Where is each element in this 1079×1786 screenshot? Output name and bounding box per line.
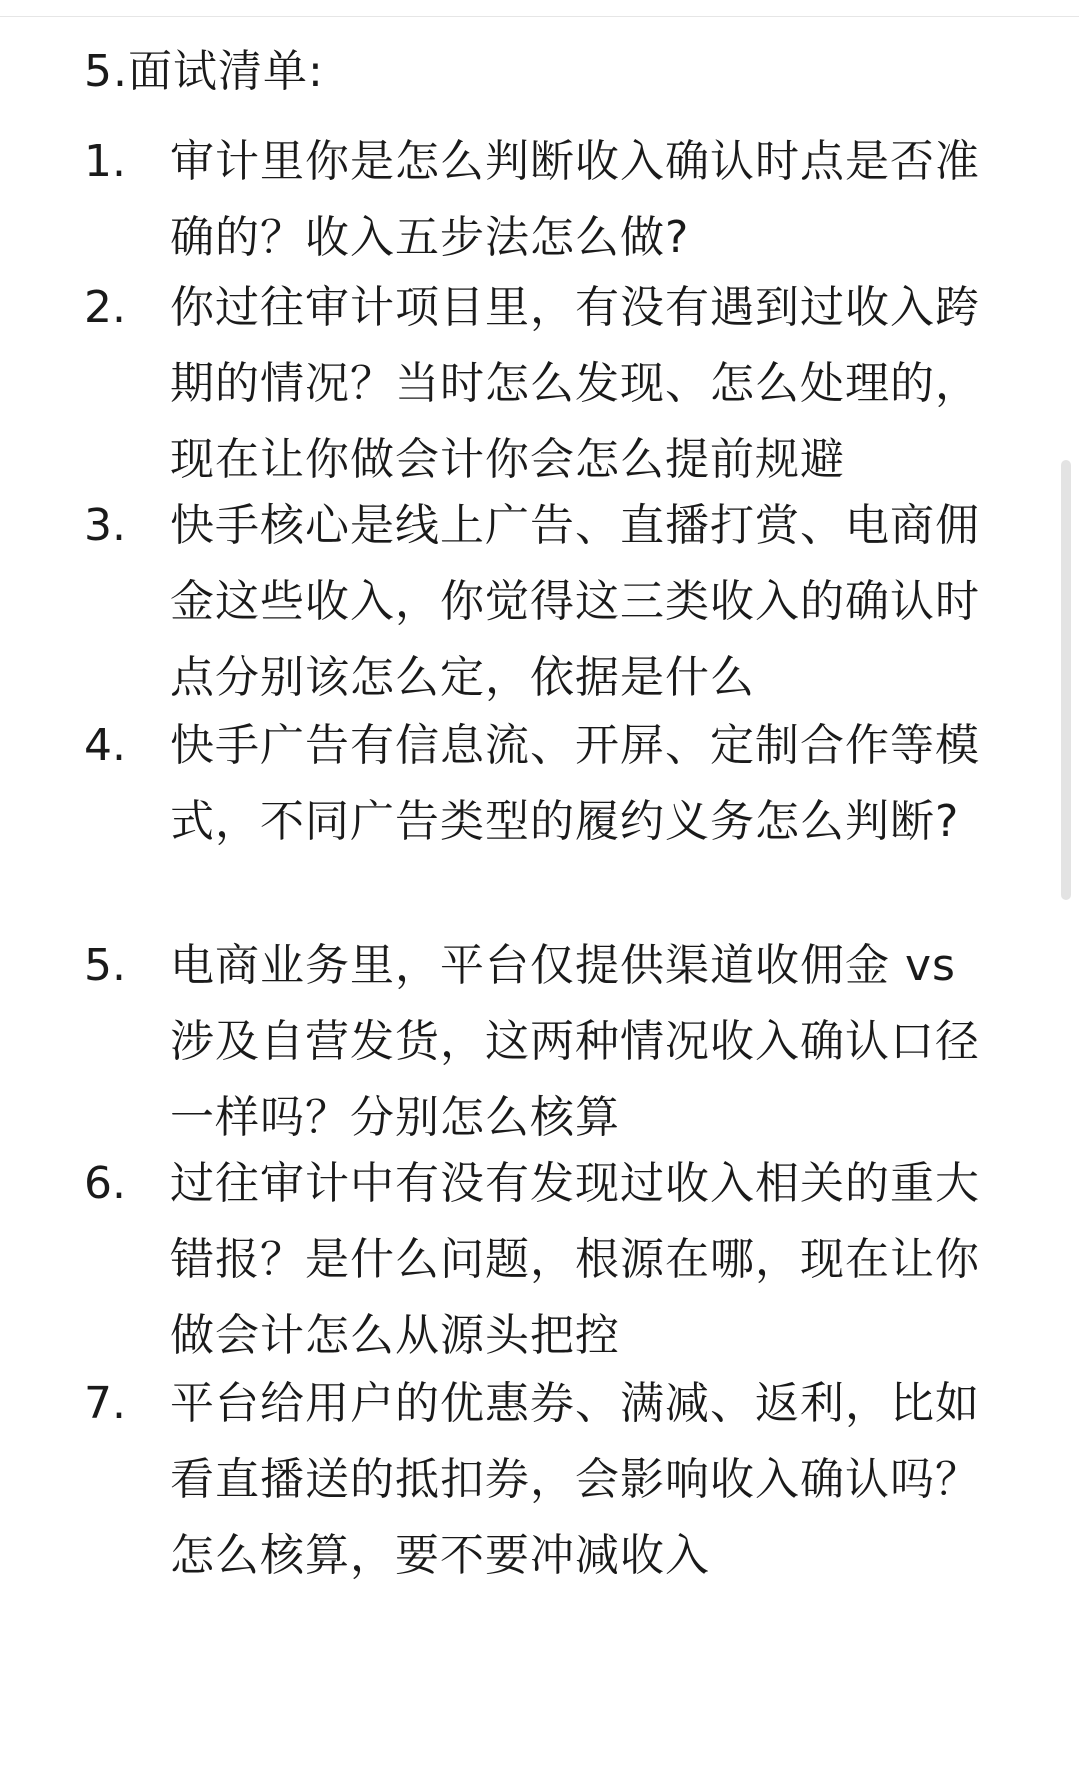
list-item-text: 你过往审计项目里，有没有遇到过收入跨期的情况？当时怎么发现、怎么处理的，现在让你做会计你会怎么提前规避 xyxy=(170,282,980,485)
section-heading: 5.面试清单: xyxy=(84,46,324,97)
list-item-number: 7. xyxy=(84,1378,126,1429)
list-item-number: 4. xyxy=(84,720,126,771)
list-item-number: 5. xyxy=(84,940,126,991)
list-item-text: 平台给用户的优惠券、满减、返利，比如看直播送的抵扣券，会影响收入确认吗？怎么核算，要不要冲减收入 xyxy=(170,1378,980,1581)
list-item-number: 2. xyxy=(84,282,126,333)
scrollbar[interactable] xyxy=(1061,460,1071,900)
list-item-number: 1. xyxy=(84,136,126,187)
list-item-text: 审计里你是怎么判断收入确认时点是否准确的？收入五步法怎么做? xyxy=(170,136,980,263)
list-item-text: 快手核心是线上广告、直播打赏、电商佣金这些收入，你觉得这三类收入的确认时点分别该怎么定，依据是什么 xyxy=(170,500,980,703)
top-divider xyxy=(0,16,1079,17)
list-item-text: 过往审计中有没有发现过收入相关的重大错报？是什么问题，根源在哪，现在让你做会计怎么从源头把控 xyxy=(170,1158,980,1361)
scrollbar-thumb[interactable] xyxy=(1061,460,1071,900)
list-item-text: 快手广告有信息流、开屏、定制合作等模式，不同广告类型的履约义务怎么判断? xyxy=(170,720,980,847)
list-item-number: 6. xyxy=(84,1158,126,1209)
list-item-text: 电商业务里，平台仅提供渠道收佣金 vs 涉及自营发货，这两种情况收入确认口径一样吗？分别怎么核算 xyxy=(170,940,980,1143)
list-item-number: 3. xyxy=(84,500,126,551)
